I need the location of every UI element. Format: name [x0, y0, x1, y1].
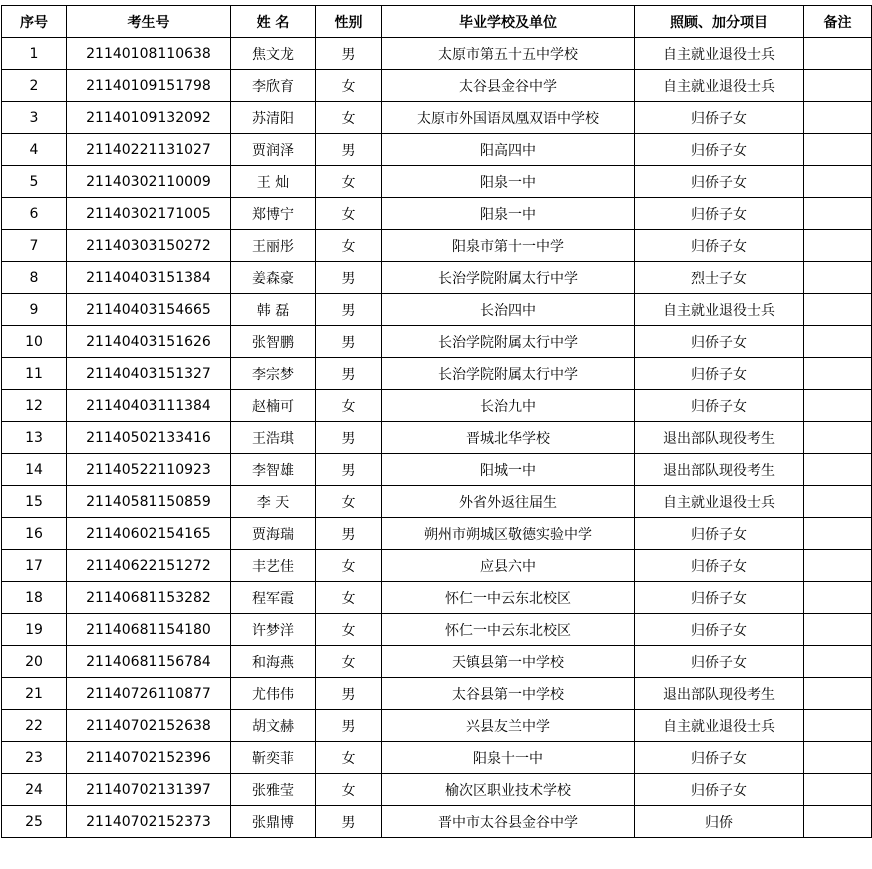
cell-index: 5	[2, 166, 67, 198]
cell-gender: 女	[316, 198, 382, 230]
cell-index: 25	[2, 806, 67, 838]
cell-bonus-item: 归侨子女	[635, 326, 804, 358]
cell-exam-number: 21140302110009	[67, 166, 231, 198]
cell-school: 晋中市太谷县金谷中学	[382, 806, 635, 838]
header-index: 序号	[2, 6, 67, 38]
cell-school: 兴县友兰中学	[382, 710, 635, 742]
cell-remarks	[804, 38, 872, 70]
table-row	[2, 166, 872, 198]
cell-school: 阳泉一中	[382, 166, 635, 198]
header-name: 姓 名	[231, 6, 316, 38]
cell-bonus-item: 自主就业退役士兵	[635, 710, 804, 742]
cell-school: 太谷县第一中学校	[382, 678, 635, 710]
cell-bonus-item: 归侨子女	[635, 230, 804, 262]
cell-exam-number: 21140403151384	[67, 262, 231, 294]
cell-exam-number: 21140622151272	[67, 550, 231, 582]
table-row	[2, 230, 872, 262]
table-row	[2, 390, 872, 422]
cell-gender: 男	[316, 806, 382, 838]
cell-exam-number: 21140403151327	[67, 358, 231, 390]
table-row	[2, 550, 872, 582]
cell-index: 19	[2, 614, 67, 646]
cell-bonus-item: 自主就业退役士兵	[635, 38, 804, 70]
table-row	[2, 518, 872, 550]
cell-exam-number: 21140221131027	[67, 134, 231, 166]
cell-school: 阳泉十一中	[382, 742, 635, 774]
table-row	[2, 422, 872, 454]
cell-index: 11	[2, 358, 67, 390]
cell-index: 7	[2, 230, 67, 262]
cell-gender: 男	[316, 710, 382, 742]
cell-gender: 男	[316, 294, 382, 326]
cell-bonus-item: 自主就业退役士兵	[635, 70, 804, 102]
cell-bonus-item: 退出部队现役考生	[635, 678, 804, 710]
cell-index: 16	[2, 518, 67, 550]
cell-name: 赵楠可	[231, 390, 316, 422]
cell-bonus-item: 归侨子女	[635, 134, 804, 166]
cell-gender: 男	[316, 422, 382, 454]
cell-remarks	[804, 550, 872, 582]
cell-name: 尤伟伟	[231, 678, 316, 710]
cell-exam-number: 21140702152396	[67, 742, 231, 774]
cell-gender: 男	[316, 358, 382, 390]
cell-name: 李智雄	[231, 454, 316, 486]
cell-gender: 女	[316, 774, 382, 806]
table-body	[2, 38, 872, 838]
cell-name: 丰艺佳	[231, 550, 316, 582]
cell-name: 张鼎博	[231, 806, 316, 838]
cell-remarks	[804, 614, 872, 646]
table-row	[2, 326, 872, 358]
cell-bonus-item: 归侨子女	[635, 742, 804, 774]
cell-name: 胡文赫	[231, 710, 316, 742]
cell-school: 太谷县金谷中学	[382, 70, 635, 102]
cell-school: 晋城北华学校	[382, 422, 635, 454]
cell-remarks	[804, 230, 872, 262]
table-row	[2, 134, 872, 166]
cell-name: 苏清阳	[231, 102, 316, 134]
cell-school: 阳泉一中	[382, 198, 635, 230]
cell-bonus-item: 归侨子女	[635, 102, 804, 134]
cell-bonus-item: 归侨	[635, 806, 804, 838]
cell-school: 阳高四中	[382, 134, 635, 166]
cell-index: 13	[2, 422, 67, 454]
cell-index: 6	[2, 198, 67, 230]
cell-exam-number: 21140502133416	[67, 422, 231, 454]
cell-index: 4	[2, 134, 67, 166]
cell-gender: 男	[316, 326, 382, 358]
cell-name: 王丽彤	[231, 230, 316, 262]
header-bonus-item: 照顾、加分项目	[635, 6, 804, 38]
cell-gender: 女	[316, 550, 382, 582]
cell-index: 9	[2, 294, 67, 326]
cell-school: 天镇县第一中学校	[382, 646, 635, 678]
cell-name: 李 天	[231, 486, 316, 518]
header-gender: 性别	[316, 6, 382, 38]
cell-index: 23	[2, 742, 67, 774]
table-header	[2, 6, 872, 38]
cell-name: 靳奕菲	[231, 742, 316, 774]
cell-index: 10	[2, 326, 67, 358]
cell-remarks	[804, 422, 872, 454]
cell-gender: 女	[316, 70, 382, 102]
cell-remarks	[804, 358, 872, 390]
cell-exam-number: 21140581150859	[67, 486, 231, 518]
cell-gender: 男	[316, 38, 382, 70]
cell-bonus-item: 自主就业退役士兵	[635, 486, 804, 518]
cell-remarks	[804, 198, 872, 230]
cell-school: 榆次区职业技术学校	[382, 774, 635, 806]
cell-school: 朔州市朔城区敬德实验中学	[382, 518, 635, 550]
cell-remarks	[804, 326, 872, 358]
cell-exam-number: 21140702152638	[67, 710, 231, 742]
cell-gender: 女	[316, 390, 382, 422]
cell-name: 张智鹏	[231, 326, 316, 358]
table-row	[2, 358, 872, 390]
cell-gender: 女	[316, 582, 382, 614]
cell-exam-number: 21140681154180	[67, 614, 231, 646]
cell-remarks	[804, 518, 872, 550]
cell-remarks	[804, 646, 872, 678]
table-row	[2, 614, 872, 646]
table-row	[2, 294, 872, 326]
cell-school: 应县六中	[382, 550, 635, 582]
cell-gender: 女	[316, 230, 382, 262]
cell-gender: 男	[316, 262, 382, 294]
cell-remarks	[804, 710, 872, 742]
cell-school: 阳泉市第十一中学	[382, 230, 635, 262]
cell-school: 太原市第五十五中学校	[382, 38, 635, 70]
header-school: 毕业学校及单位	[382, 6, 635, 38]
cell-name: 李欣育	[231, 70, 316, 102]
cell-gender: 女	[316, 646, 382, 678]
cell-index: 2	[2, 70, 67, 102]
table-row	[2, 742, 872, 774]
cell-name: 韩 磊	[231, 294, 316, 326]
cell-gender: 男	[316, 678, 382, 710]
cell-name: 姜森豪	[231, 262, 316, 294]
cell-index: 21	[2, 678, 67, 710]
table-row	[2, 774, 872, 806]
cell-school: 长治学院附属太行中学	[382, 358, 635, 390]
cell-exam-number: 21140602154165	[67, 518, 231, 550]
cell-school: 长治学院附属太行中学	[382, 326, 635, 358]
cell-remarks	[804, 294, 872, 326]
table-row	[2, 582, 872, 614]
table-row	[2, 454, 872, 486]
cell-school: 阳城一中	[382, 454, 635, 486]
cell-remarks	[804, 102, 872, 134]
cell-remarks	[804, 486, 872, 518]
cell-name: 焦文龙	[231, 38, 316, 70]
cell-remarks	[804, 70, 872, 102]
table-row	[2, 486, 872, 518]
cell-index: 17	[2, 550, 67, 582]
cell-exam-number: 21140702131397	[67, 774, 231, 806]
cell-index: 15	[2, 486, 67, 518]
table-row	[2, 646, 872, 678]
cell-name: 郑博宁	[231, 198, 316, 230]
cell-gender: 女	[316, 166, 382, 198]
cell-school: 长治四中	[382, 294, 635, 326]
cell-gender: 女	[316, 102, 382, 134]
cell-exam-number: 21140681156784	[67, 646, 231, 678]
cell-exam-number: 21140108110638	[67, 38, 231, 70]
cell-name: 李宗梦	[231, 358, 316, 390]
cell-bonus-item: 归侨子女	[635, 614, 804, 646]
cell-remarks	[804, 390, 872, 422]
cell-name: 和海燕	[231, 646, 316, 678]
cell-bonus-item: 归侨子女	[635, 390, 804, 422]
table-row	[2, 806, 872, 838]
cell-bonus-item: 退出部队现役考生	[635, 422, 804, 454]
cell-school: 怀仁一中云东北校区	[382, 614, 635, 646]
cell-school: 怀仁一中云东北校区	[382, 582, 635, 614]
cell-bonus-item: 归侨子女	[635, 518, 804, 550]
cell-index: 18	[2, 582, 67, 614]
cell-exam-number: 21140403154665	[67, 294, 231, 326]
header-row	[2, 6, 872, 38]
header-exam-number: 考生号	[67, 6, 231, 38]
cell-name: 张雅莹	[231, 774, 316, 806]
cell-gender: 女	[316, 742, 382, 774]
header-remarks: 备注	[804, 6, 872, 38]
cell-index: 14	[2, 454, 67, 486]
cell-remarks	[804, 454, 872, 486]
table-row	[2, 262, 872, 294]
cell-bonus-item: 归侨子女	[635, 582, 804, 614]
table-row	[2, 710, 872, 742]
candidate-table	[1, 5, 872, 838]
cell-index: 20	[2, 646, 67, 678]
cell-index: 22	[2, 710, 67, 742]
table-row	[2, 678, 872, 710]
cell-bonus-item: 烈士子女	[635, 262, 804, 294]
cell-gender: 男	[316, 454, 382, 486]
cell-exam-number: 21140726110877	[67, 678, 231, 710]
cell-remarks	[804, 134, 872, 166]
cell-name: 许梦洋	[231, 614, 316, 646]
cell-exam-number: 21140403111384	[67, 390, 231, 422]
cell-gender: 女	[316, 614, 382, 646]
cell-exam-number: 21140681153282	[67, 582, 231, 614]
table-row	[2, 38, 872, 70]
cell-exam-number: 21140702152373	[67, 806, 231, 838]
cell-bonus-item: 归侨子女	[635, 550, 804, 582]
cell-exam-number: 21140522110923	[67, 454, 231, 486]
cell-name: 程军霞	[231, 582, 316, 614]
cell-index: 1	[2, 38, 67, 70]
cell-gender: 女	[316, 486, 382, 518]
cell-bonus-item: 归侨子女	[635, 646, 804, 678]
cell-remarks	[804, 774, 872, 806]
cell-index: 12	[2, 390, 67, 422]
cell-remarks	[804, 806, 872, 838]
cell-exam-number: 21140403151626	[67, 326, 231, 358]
cell-index: 8	[2, 262, 67, 294]
cell-bonus-item: 归侨子女	[635, 774, 804, 806]
cell-remarks	[804, 262, 872, 294]
cell-school: 长治学院附属太行中学	[382, 262, 635, 294]
cell-exam-number: 21140109151798	[67, 70, 231, 102]
cell-bonus-item: 归侨子女	[635, 166, 804, 198]
cell-bonus-item: 归侨子女	[635, 198, 804, 230]
cell-remarks	[804, 166, 872, 198]
cell-name: 贾海瑞	[231, 518, 316, 550]
cell-index: 24	[2, 774, 67, 806]
cell-exam-number: 21140302171005	[67, 198, 231, 230]
cell-bonus-item: 归侨子女	[635, 358, 804, 390]
table-row	[2, 198, 872, 230]
cell-school: 外省外返往届生	[382, 486, 635, 518]
cell-name: 王浩琪	[231, 422, 316, 454]
table-row	[2, 70, 872, 102]
cell-gender: 男	[316, 134, 382, 166]
cell-exam-number: 21140109132092	[67, 102, 231, 134]
cell-remarks	[804, 582, 872, 614]
cell-gender: 男	[316, 518, 382, 550]
cell-remarks	[804, 742, 872, 774]
cell-index: 3	[2, 102, 67, 134]
cell-school: 长治九中	[382, 390, 635, 422]
cell-bonus-item: 退出部队现役考生	[635, 454, 804, 486]
cell-name: 王 灿	[231, 166, 316, 198]
cell-remarks	[804, 678, 872, 710]
cell-name: 贾润泽	[231, 134, 316, 166]
cell-exam-number: 21140303150272	[67, 230, 231, 262]
cell-school: 太原市外国语凤凰双语中学校	[382, 102, 635, 134]
table-row	[2, 102, 872, 134]
cell-bonus-item: 自主就业退役士兵	[635, 294, 804, 326]
